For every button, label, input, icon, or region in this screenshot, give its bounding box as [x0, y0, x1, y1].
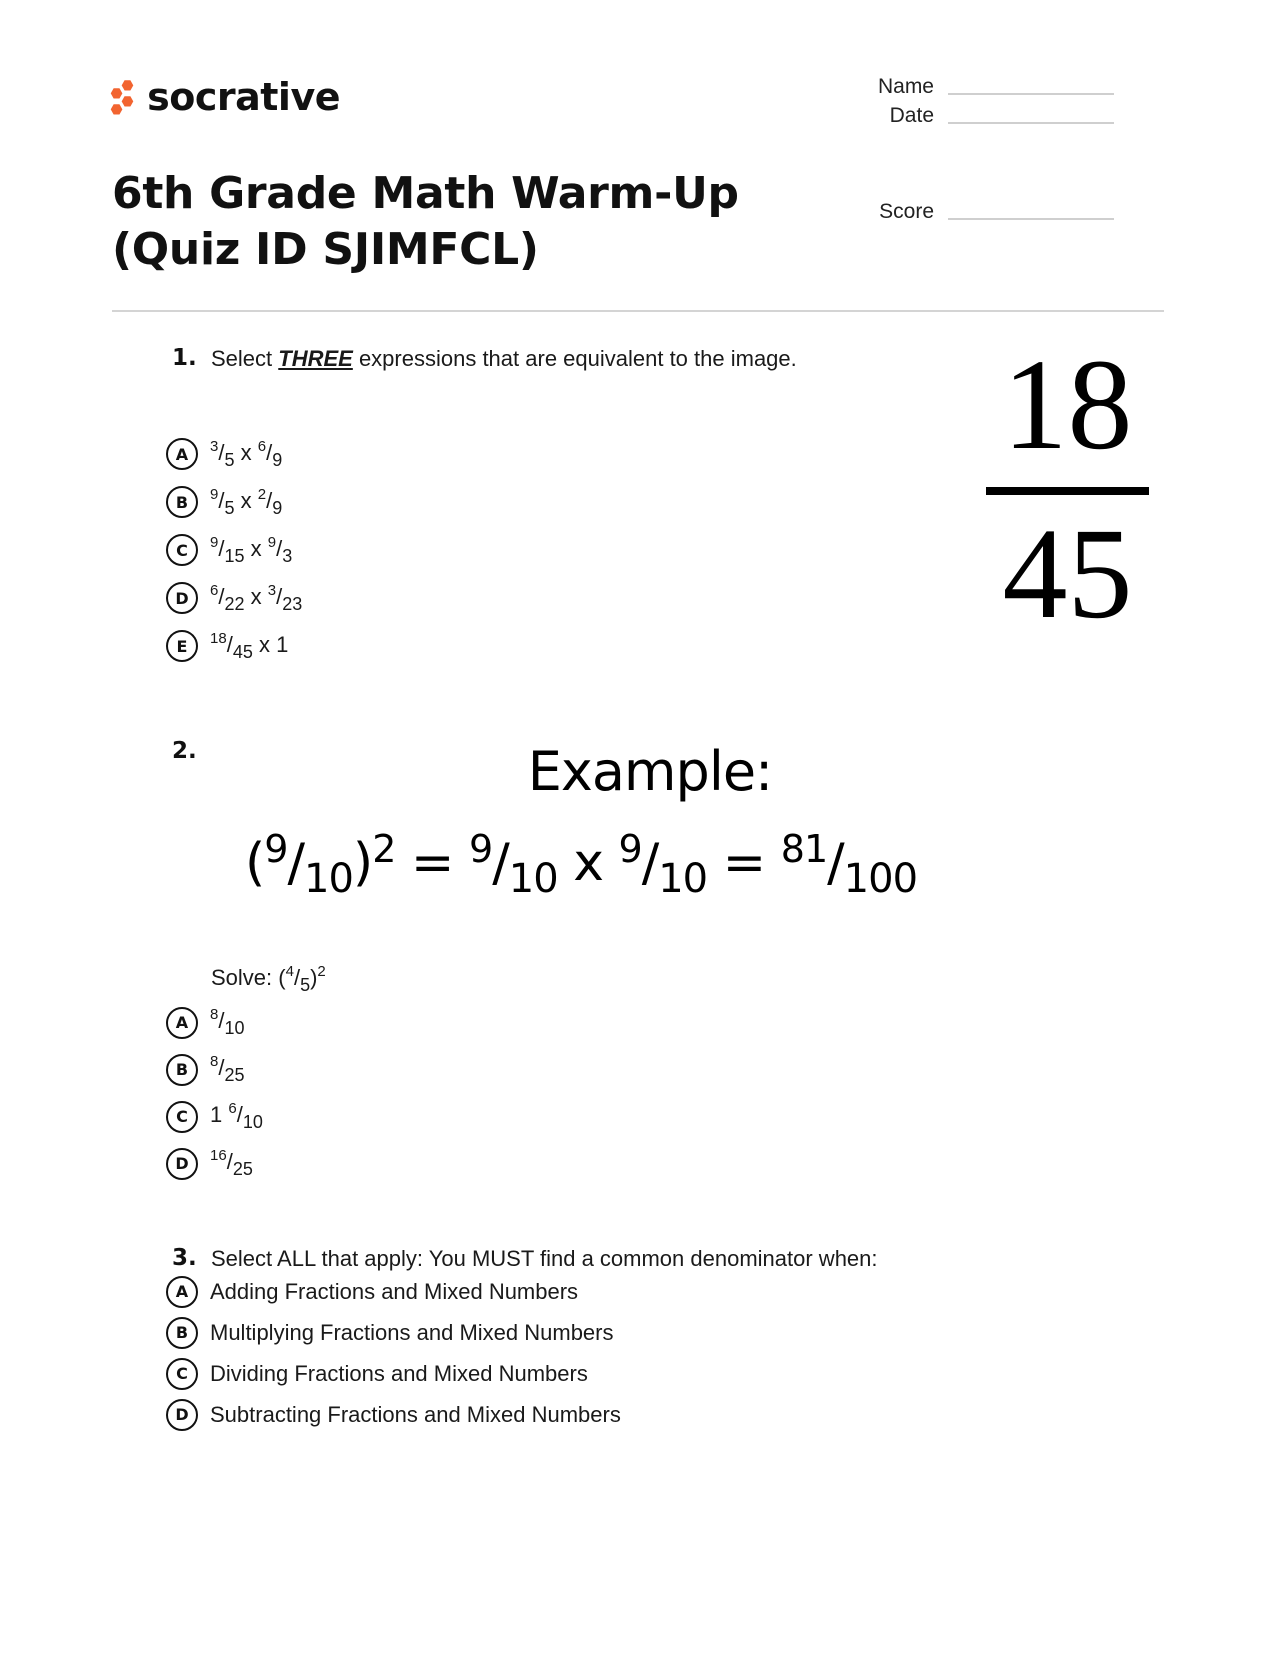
example-image [245, 742, 1025, 922]
socrative-logo [110, 72, 340, 122]
option-text: $^8/_{25}$ [210, 1053, 245, 1085]
question-1-option-c[interactable] [166, 526, 302, 574]
question-2-prompt: Solve: $(^4/_5)^2$ [211, 963, 326, 995]
question-2-number: 2. [172, 738, 197, 764]
name-input-line[interactable] [948, 93, 1114, 95]
score-field[interactable] [874, 201, 1114, 222]
date-input-line[interactable] [948, 122, 1114, 124]
example-equation: $(^9/_{10})^2 = ^9/_{10}$ x $^9/_{10} = ^{81}/_{100}$ [245, 827, 918, 902]
name-label: Name [877, 75, 934, 98]
question-2-option-d[interactable] [166, 1140, 263, 1187]
question-2-option-c[interactable] [166, 1093, 263, 1140]
answer-bubble[interactable]: C [166, 1101, 198, 1133]
page-title: 6th Grade Math Warm-Up (Quiz ID SJIMFCL) [112, 168, 739, 275]
example-title: Example: [527, 740, 773, 803]
answer-bubble[interactable]: D [166, 1148, 198, 1180]
fraction-numerator: 18 [1002, 333, 1133, 477]
name-field[interactable] [874, 76, 1114, 97]
fraction-image-18-45 [975, 333, 1160, 646]
option-text: $^9/_{15}$ x $^9/_3$ [210, 533, 293, 566]
date-field[interactable] [874, 105, 1114, 126]
question-1-number: 1. [172, 345, 197, 371]
answer-bubble[interactable]: A [166, 438, 198, 470]
brand-name: socrative [147, 75, 340, 119]
question-3-option-a[interactable] [166, 1271, 621, 1312]
answer-bubble[interactable]: C [166, 534, 198, 566]
question-1-options [166, 430, 302, 670]
answer-bubble[interactable]: B [166, 1054, 198, 1086]
header-divider [112, 310, 1164, 312]
option-text: $^3/_5$ x $^6/_9$ [210, 437, 283, 470]
answer-bubble[interactable]: D [166, 582, 198, 614]
score-input-line[interactable] [948, 218, 1114, 220]
question-1-option-b[interactable] [166, 478, 302, 526]
answer-bubble[interactable]: A [166, 1276, 198, 1308]
answer-bubble[interactable]: E [166, 630, 198, 662]
question-3-option-c[interactable] [166, 1353, 621, 1394]
question-2-option-b[interactable] [166, 1046, 263, 1093]
question-1-prompt: Select THREE expressions that are equivalent to the image. [211, 346, 797, 371]
option-text: Adding Fractions and Mixed Numbers [210, 1278, 579, 1304]
date-label: Date [889, 104, 934, 127]
question-3-option-b[interactable] [166, 1312, 621, 1353]
option-text: $^9/_5$ x $^2/_9$ [210, 485, 283, 518]
answer-bubble[interactable]: C [166, 1358, 198, 1390]
answer-bubble[interactable]: A [166, 1007, 198, 1039]
option-text: Dividing Fractions and Mixed Numbers [210, 1360, 588, 1386]
hexagon-cluster-icon [110, 72, 139, 122]
question-1-option-a[interactable] [166, 430, 302, 478]
question-2-option-a[interactable] [166, 999, 263, 1046]
question-3-options [166, 1271, 621, 1435]
answer-bubble[interactable]: D [166, 1399, 198, 1431]
option-text: $^{16}/_{25}$ [210, 1147, 253, 1179]
score-label: Score [879, 200, 934, 223]
fraction-bar [986, 487, 1149, 495]
option-text: $^8/_{10}$ [210, 1006, 245, 1038]
emphasis-three: THREE [278, 346, 353, 371]
option-text: $^6/_{22}$ x $^3/_{23}$ [210, 581, 303, 614]
question-3-prompt: Select ALL that apply: You MUST find a common denominator when: [211, 1246, 878, 1271]
answer-bubble[interactable]: B [166, 1317, 198, 1349]
question-3-option-d[interactable] [166, 1394, 621, 1435]
answer-bubble[interactable]: B [166, 486, 198, 518]
option-text: 1 $^6/_{10}$ [210, 1100, 263, 1132]
fraction-denominator: 45 [1002, 502, 1133, 646]
question-1-option-e[interactable] [166, 622, 302, 670]
question-1-option-d[interactable] [166, 574, 302, 622]
option-text: Multiplying Fractions and Mixed Numbers [210, 1319, 614, 1345]
option-text: $^{18}/_{45}$ x 1 [210, 629, 289, 662]
option-text: Subtracting Fractions and Mixed Numbers [210, 1401, 621, 1427]
question-2-options [166, 999, 263, 1187]
question-3-number: 3. [172, 1245, 197, 1271]
